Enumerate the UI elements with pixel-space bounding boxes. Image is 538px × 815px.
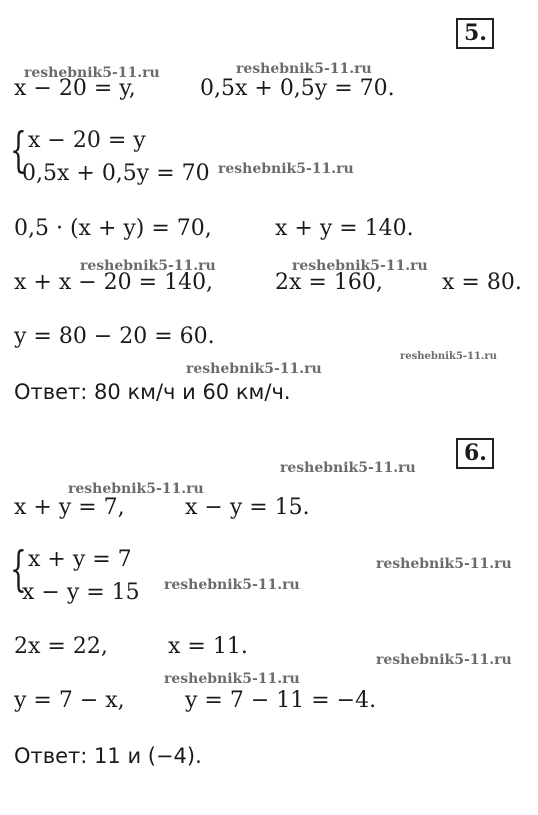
system-brace: { bbox=[10, 122, 27, 178]
system-equation: x + y = 7 bbox=[28, 547, 132, 572]
equation: y = 7 − 11 = −4. bbox=[185, 688, 377, 713]
equation: 0,5x + 0,5y = 70. bbox=[200, 76, 395, 101]
equation: 2x = 22, bbox=[14, 634, 108, 659]
equation: y = 7 − x, bbox=[14, 688, 125, 713]
problem-number-6: 6. bbox=[456, 438, 494, 469]
equation: y = 80 − 20 = 60. bbox=[14, 324, 215, 349]
watermark: reshebnik5-11.ru bbox=[24, 65, 160, 81]
system-equation: 0,5x + 0,5y = 70 bbox=[22, 161, 210, 186]
watermark: reshebnik5-11.ru bbox=[400, 351, 497, 362]
answer-text: Ответ: 11 и (−4). bbox=[14, 744, 202, 768]
system-equation: x − 20 = y bbox=[28, 128, 146, 153]
answer-text: Ответ: 80 км/ч и 60 км/ч. bbox=[14, 380, 291, 404]
watermark: reshebnik5-11.ru bbox=[218, 161, 354, 177]
equation: x = 80. bbox=[442, 270, 522, 295]
equation: x − 20 = y, bbox=[14, 76, 136, 101]
equation: x − y = 15. bbox=[185, 495, 310, 520]
watermark: reshebnik5-11.ru bbox=[376, 652, 512, 668]
equation: x = 11. bbox=[168, 634, 248, 659]
watermark: reshebnik5-11.ru bbox=[164, 671, 300, 687]
system-brace: { bbox=[10, 541, 27, 597]
equation: 0,5 · (x + y) = 70, bbox=[14, 216, 212, 241]
watermark: reshebnik5-11.ru bbox=[376, 556, 512, 572]
watermark: reshebnik5-11.ru bbox=[280, 460, 416, 476]
equation: x + y = 7, bbox=[14, 495, 125, 520]
equation: x + x − 20 = 140, bbox=[14, 270, 214, 295]
watermark: reshebnik5-11.ru bbox=[164, 577, 300, 593]
watermark: reshebnik5-11.ru bbox=[68, 481, 204, 497]
watermark: reshebnik5-11.ru bbox=[186, 361, 322, 377]
watermark: reshebnik5-11.ru bbox=[236, 61, 372, 77]
watermark: reshebnik5-11.ru bbox=[80, 258, 216, 274]
watermark: reshebnik5-11.ru bbox=[292, 258, 428, 274]
system-equation: x − y = 15 bbox=[22, 580, 140, 605]
problem-number-5: 5. bbox=[456, 18, 494, 49]
equation: 2x = 160, bbox=[275, 270, 383, 295]
equation: x + y = 140. bbox=[275, 216, 414, 241]
